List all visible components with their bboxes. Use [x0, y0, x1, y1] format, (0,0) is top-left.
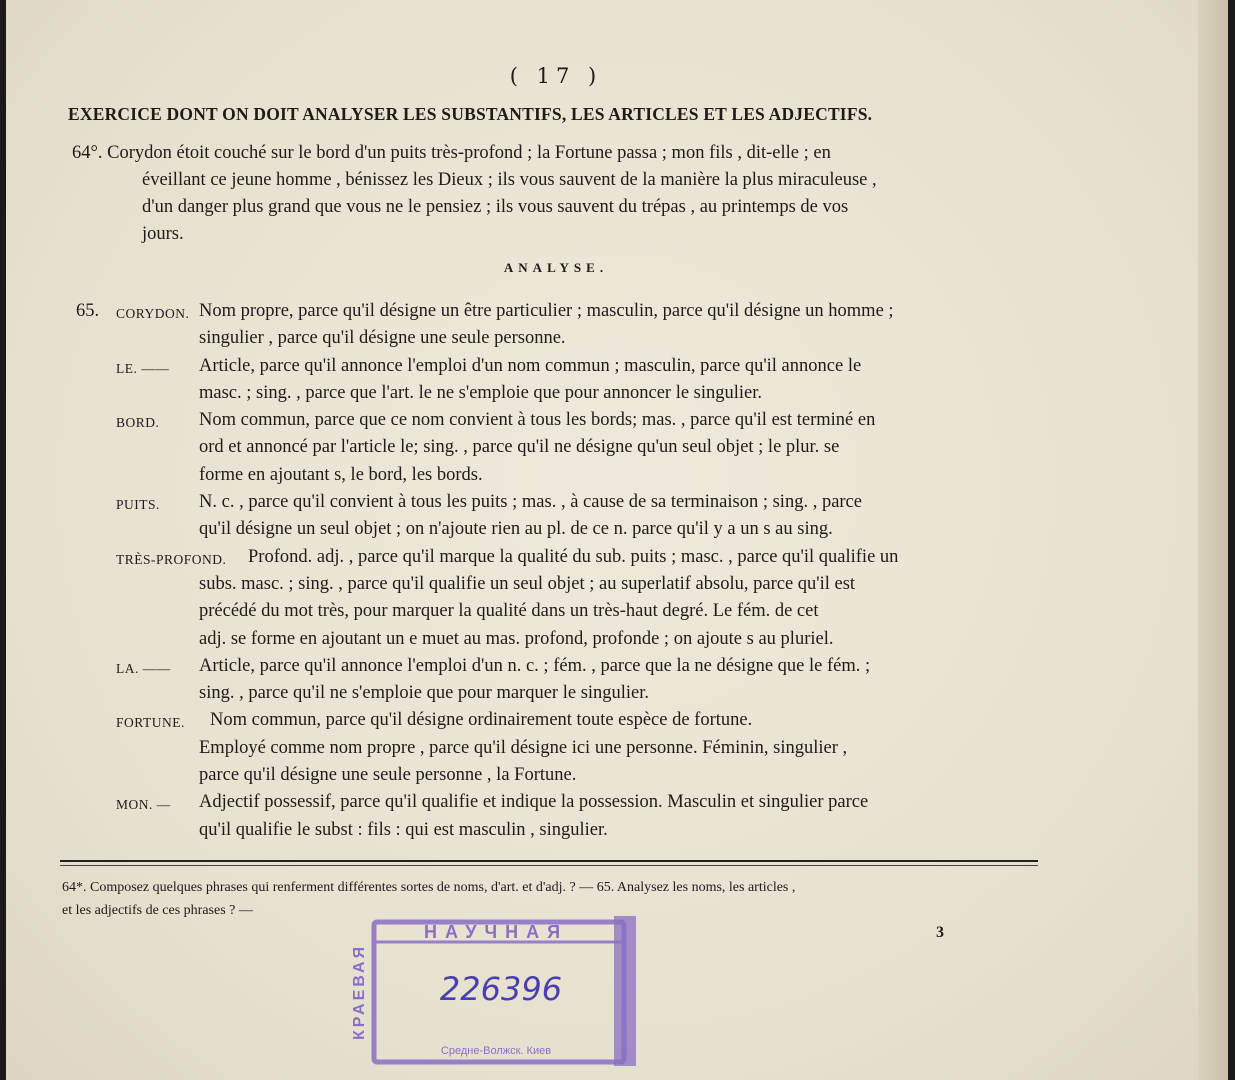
library-stamp — [346, 900, 646, 1070]
analysis-entry — [68, 353, 1048, 408]
analysis-line: Article, parce qu'il annonce l'emploi d'un nom commun ; masculin, parce qu'il annonce le — [199, 355, 862, 376]
analysis-term: PUITS. — [116, 497, 160, 513]
analysis-entry — [68, 653, 1048, 708]
signature-mark: 3 — [936, 924, 944, 941]
analysis-line: subs. masc. ; sing. , parce qu'il qualifie un seul objet ; au superlatif absolu, parce qu'il est — [199, 573, 856, 594]
analysis-entry — [68, 489, 1048, 544]
analysis-entry — [68, 789, 1048, 844]
analysis-term: LA. —— — [116, 660, 171, 676]
analysis-line: Adjectif possessif, parce qu'il qualifie et indique la possession. Masculin et singulier parce — [199, 792, 869, 813]
analysis-line: parce qu'il désigne une seule personne , la Fortune. — [199, 765, 577, 786]
document-page — [6, 0, 1228, 1080]
footnote-divider — [60, 860, 1038, 862]
page-number: ( 17 ) — [509, 64, 603, 88]
exercise-line: éveillant ce jeune homme , bénissez les Dieux ; ils vous sauvent de la manière la plus miraculeuse , — [142, 170, 877, 190]
analysis-line: Article, parce qu'il annonce l'emploi d'un n. c. ; fém. , parce que la ne désigne que le fém. ; — [199, 655, 871, 676]
analysis-line: Employé comme nom propre , parce qu'il désigne ici une personne. Féminin, singulier , — [199, 737, 848, 758]
stamp-side-text: КРАЕВАЯ — [351, 943, 368, 1040]
analysis-line: forme en ajoutant s, le bord, les bords. — [199, 464, 483, 485]
footnote-line: et les adjectifs de ces phrases ? — — [62, 903, 253, 918]
exercise-paragraph — [72, 140, 1044, 248]
analysis-line: Nom propre, parce qu'il désigne un être particulier ; masculin, parce qu'il désigne un homme ; — [199, 301, 894, 321]
exercise-text: Corydon étoit couché sur le bord d'un puits très-profond ; la Fortune passa ; mon fils , dit-elle ; en — [107, 143, 831, 163]
analysis-line: sing. , parce qu'il ne s'emploie que pour marquer le singulier. — [199, 683, 650, 704]
page-edge — [1198, 0, 1228, 1080]
analysis-term: FORTUNE. — [116, 715, 185, 731]
analysis-entry — [68, 707, 1048, 789]
analysis-term: BORD. — [116, 415, 160, 431]
analysis-entry — [68, 298, 1048, 353]
analysis-line: Nom commun, parce qu'il désigne ordinairement toute espèce de fortune. — [210, 710, 753, 731]
stamp-number: 226396 — [439, 970, 563, 1008]
analysis-term: TRÈS-PROFOND. — [116, 551, 227, 567]
analysis-term: CORYDON. — [116, 306, 190, 321]
analysis-entry — [68, 407, 1048, 489]
stamp-top-text: НАУЧНАЯ — [423, 922, 569, 942]
analysis-term: LE. —— — [116, 360, 170, 376]
footnote-line: 64*. Composez quelques phrases qui renferment différentes sortes de noms, d'art. et d'adj. ? — 65. Analysez les noms, les articles , — [62, 880, 796, 895]
analysis-number: 65. — [76, 301, 100, 321]
exercise-line: d'un danger plus grand que vous ne le pensiez ; ils vous sauvent du trépas , au printemps de vos — [142, 197, 849, 217]
analysis-title: ANALYSE. — [503, 260, 609, 275]
analysis-line: adj. se forme en ajoutant un e muet au mas. profond, profonde ; on ajoute s au pluriel. — [199, 628, 834, 649]
analysis-line: singulier , parce qu'il désigne une seule personne. — [199, 328, 566, 349]
analysis-line: qu'il qualifie le subst : fils : qui est masculin , singulier. — [199, 819, 608, 840]
analysis-line: Profond. adj. , parce qu'il marque la qualité du sub. puits ; masc. , parce qu'il qualifie un — [248, 546, 899, 567]
exercise-number: 64°. — [72, 143, 103, 163]
stamp-bottom-text: Средне-Волжск. Киев — [440, 1045, 552, 1057]
analysis-line: précédé du mot très, pour marquer la qualité dans un très-haut degré. Le fém. de cet — [199, 601, 819, 622]
analysis-term: MON. — — [116, 797, 171, 813]
analysis-line: qu'il désigne un seul objet ; on n'ajoute rien au pl. de ce n. parce qu'il y a un s au sing. — [199, 519, 833, 540]
analysis-entry — [68, 544, 1048, 653]
exercise-line — [72, 140, 1044, 167]
analysis-section — [68, 298, 1048, 844]
exercise-line: jours. — [142, 224, 184, 244]
analysis-line: Nom commun, parce que ce nom convient à tous les bords; mas. , parce qu'il est terminé en — [199, 410, 876, 431]
exercise-heading: EXERCICE DONT ON DOIT ANALYSER LES SUBSTANTIFS, LES ARTICLES ET LES ADJECTIFS. — [68, 104, 873, 124]
footnote-divider-thin — [60, 865, 1038, 866]
stamp-graphic — [346, 900, 646, 1070]
analysis-line: ord et annoncé par l'article le; sing. , parce qu'il ne désigne qu'un seul objet ; le plur. se — [199, 437, 840, 458]
analysis-line: N. c. , parce qu'il convient à tous les puits ; mas. , à cause de sa terminaison ; sing. , parce — [199, 492, 862, 513]
analysis-line: masc. ; sing. , parce que l'art. le ne s'emploie que pour annoncer le singulier. — [199, 382, 763, 403]
